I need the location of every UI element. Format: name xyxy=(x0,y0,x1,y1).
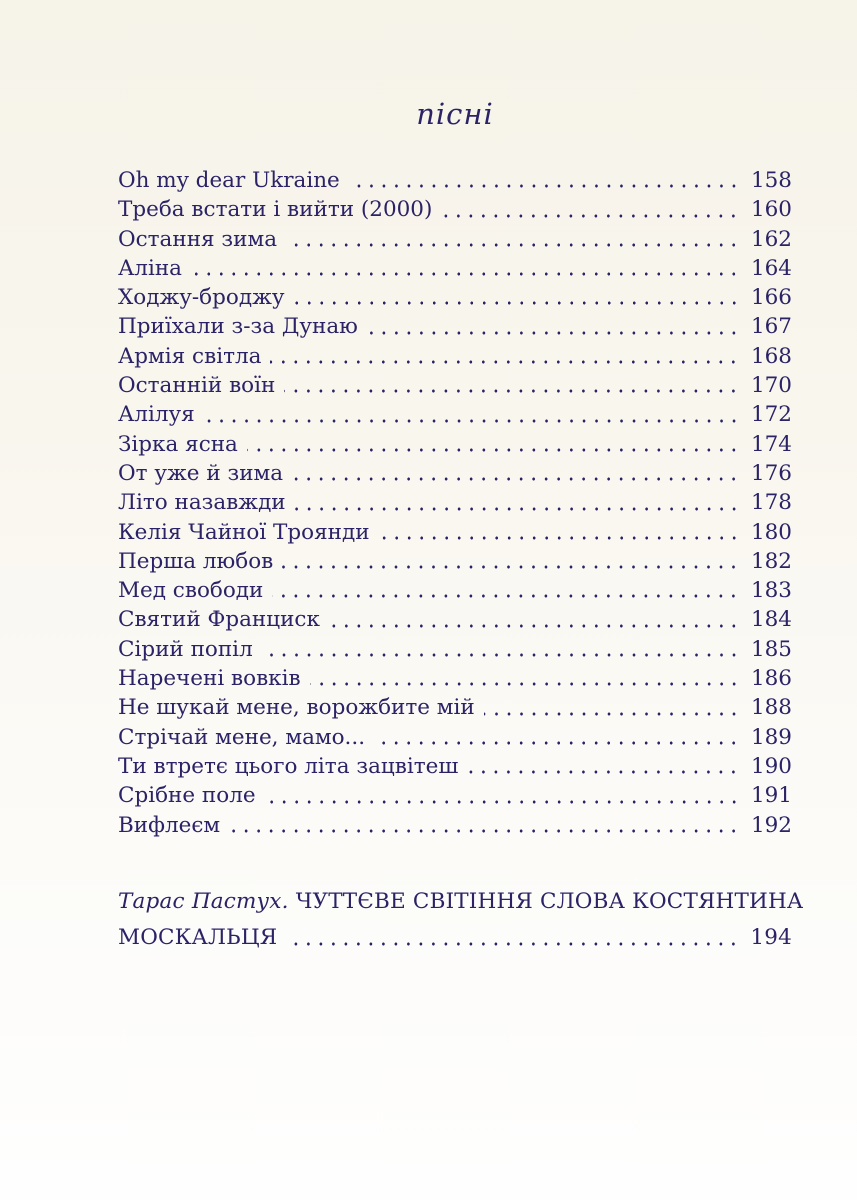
toc-entry-page: 185 xyxy=(750,636,792,662)
toc-entry-title: Алілуя xyxy=(118,402,195,428)
toc-entry-page: 188 xyxy=(750,695,792,721)
toc-entry-title: Срібне поле xyxy=(118,783,256,809)
toc-entry-title: Стрічай мене, мамо... xyxy=(118,724,366,750)
toc-entry xyxy=(118,166,792,195)
toc-entry-title: Вифлеєм xyxy=(118,812,221,838)
toc-entry-page: 184 xyxy=(750,607,792,633)
toc-entry-title: Останній воїн xyxy=(118,373,276,399)
essay-entry-line2 xyxy=(118,920,792,956)
dot-leader xyxy=(262,635,740,664)
toc-entry-title: Треба встати і вийти (2000) xyxy=(118,197,433,223)
dot-leader xyxy=(229,811,740,840)
essay-entry xyxy=(118,884,804,956)
section-title: пісні xyxy=(416,97,494,131)
toc-entry-title: Остання зима xyxy=(118,226,278,252)
toc-entry-title: Наречені вовків xyxy=(118,666,301,692)
toc-entry-page: 166 xyxy=(750,285,792,311)
toc-entry-title: Ти втретє цього літа зацвітеш xyxy=(118,753,459,779)
dot-leader xyxy=(292,459,740,488)
toc-entry xyxy=(118,811,792,840)
toc-entry-page: 162 xyxy=(750,226,792,252)
toc-entry xyxy=(118,312,792,341)
toc-entry xyxy=(118,752,792,781)
toc-entry xyxy=(118,400,792,429)
toc-entry-page: 174 xyxy=(750,431,792,457)
toc-entry xyxy=(118,605,792,634)
essay-title-part2: МОСКАЛЬЦЯ xyxy=(118,924,278,950)
toc-entry xyxy=(118,195,792,224)
toc-entry xyxy=(118,547,792,576)
toc-entry xyxy=(118,254,792,283)
toc-entry-page: 170 xyxy=(750,373,792,399)
toc-entry-title: Армія світла xyxy=(118,343,262,369)
dot-leader xyxy=(295,488,740,517)
dot-leader xyxy=(379,518,740,547)
toc-entry-page: 158 xyxy=(750,168,792,193)
toc-entry xyxy=(118,518,792,547)
dot-leader xyxy=(272,576,740,605)
toc-entry xyxy=(118,430,792,459)
toc-entry xyxy=(118,371,792,400)
toc-entry-title: Келія Чайної Троянди xyxy=(118,519,370,545)
essay-entry-line1 xyxy=(118,884,804,920)
dot-leader xyxy=(204,400,740,429)
toc-entry xyxy=(118,225,792,254)
dot-leader xyxy=(484,693,740,722)
toc-entry-page: 168 xyxy=(750,343,792,369)
dot-leader xyxy=(270,342,740,371)
toc-entry xyxy=(118,459,792,488)
dot-leader xyxy=(441,195,740,224)
dot-leader xyxy=(374,723,740,752)
toc-entry xyxy=(118,693,792,722)
toc-entry-page: 160 xyxy=(750,197,792,223)
toc-entry-page: 176 xyxy=(750,460,792,486)
toc-entry-page: 191 xyxy=(750,783,792,809)
dot-leader xyxy=(467,752,740,781)
toc-entry xyxy=(118,781,792,810)
toc-entry xyxy=(118,283,792,312)
toc-entry-title: Святий Франциск xyxy=(118,607,320,633)
essay-author: Тарас Пастух. xyxy=(118,888,289,914)
essay-title-part1: ЧУТТЄВЕ СВІТІННЯ СЛОВА КОСТЯНТИНА xyxy=(295,888,804,914)
dot-leader xyxy=(349,166,740,195)
toc-entry-title: Аліна xyxy=(118,255,182,281)
toc-entry xyxy=(118,576,792,605)
toc-entry-page: 167 xyxy=(750,314,792,340)
toc-entry-page: 182 xyxy=(750,548,792,574)
toc-entry-page: 178 xyxy=(750,490,792,516)
toc-entry xyxy=(118,488,792,517)
dot-leader xyxy=(310,664,740,693)
toc-entry-page: 180 xyxy=(750,519,792,545)
dot-leader xyxy=(367,312,740,341)
toc-entry-title: Перша любов xyxy=(118,548,274,574)
dot-leader xyxy=(286,920,740,956)
essay-page: 194 xyxy=(750,924,792,950)
toc-entry-title: Мед свободи xyxy=(118,578,264,604)
toc-entry-title: Сірий попіл xyxy=(118,636,253,662)
dot-leader xyxy=(265,781,740,810)
toc-entry-title: Ходжу-броджу xyxy=(118,285,285,311)
toc-entry-page: 190 xyxy=(750,753,792,779)
toc-entry-title: Не шукай мене, ворожбите мій xyxy=(118,695,475,721)
dot-leader xyxy=(282,547,740,576)
toc-entry-page: 172 xyxy=(750,402,792,428)
dot-leader xyxy=(329,605,740,634)
toc-entry-title: Oh my dear Ukraine xyxy=(118,168,340,193)
toc-entry xyxy=(118,664,792,693)
toc-entry xyxy=(118,342,792,371)
toc-entry-page: 192 xyxy=(750,812,792,838)
toc-entry-page: 189 xyxy=(750,724,792,750)
dot-leader xyxy=(284,371,740,400)
toc-entry-title: От уже й зима xyxy=(118,460,284,486)
toc-entry-title: Зірка ясна xyxy=(118,431,238,457)
dot-leader xyxy=(286,225,740,254)
dot-leader xyxy=(191,254,740,283)
toc-entry-title: Літо назавжди xyxy=(118,490,286,516)
toc-entry xyxy=(118,635,792,664)
toc-entry-title: Приїхали з-за Дунаю xyxy=(118,314,358,340)
toc-entry xyxy=(118,723,792,752)
toc-entry-page: 164 xyxy=(750,255,792,281)
toc-entry-page: 183 xyxy=(750,578,792,604)
dot-leader xyxy=(294,283,741,312)
toc-entry-page: 186 xyxy=(750,666,792,692)
dot-leader xyxy=(247,430,740,459)
toc-list xyxy=(118,166,792,840)
